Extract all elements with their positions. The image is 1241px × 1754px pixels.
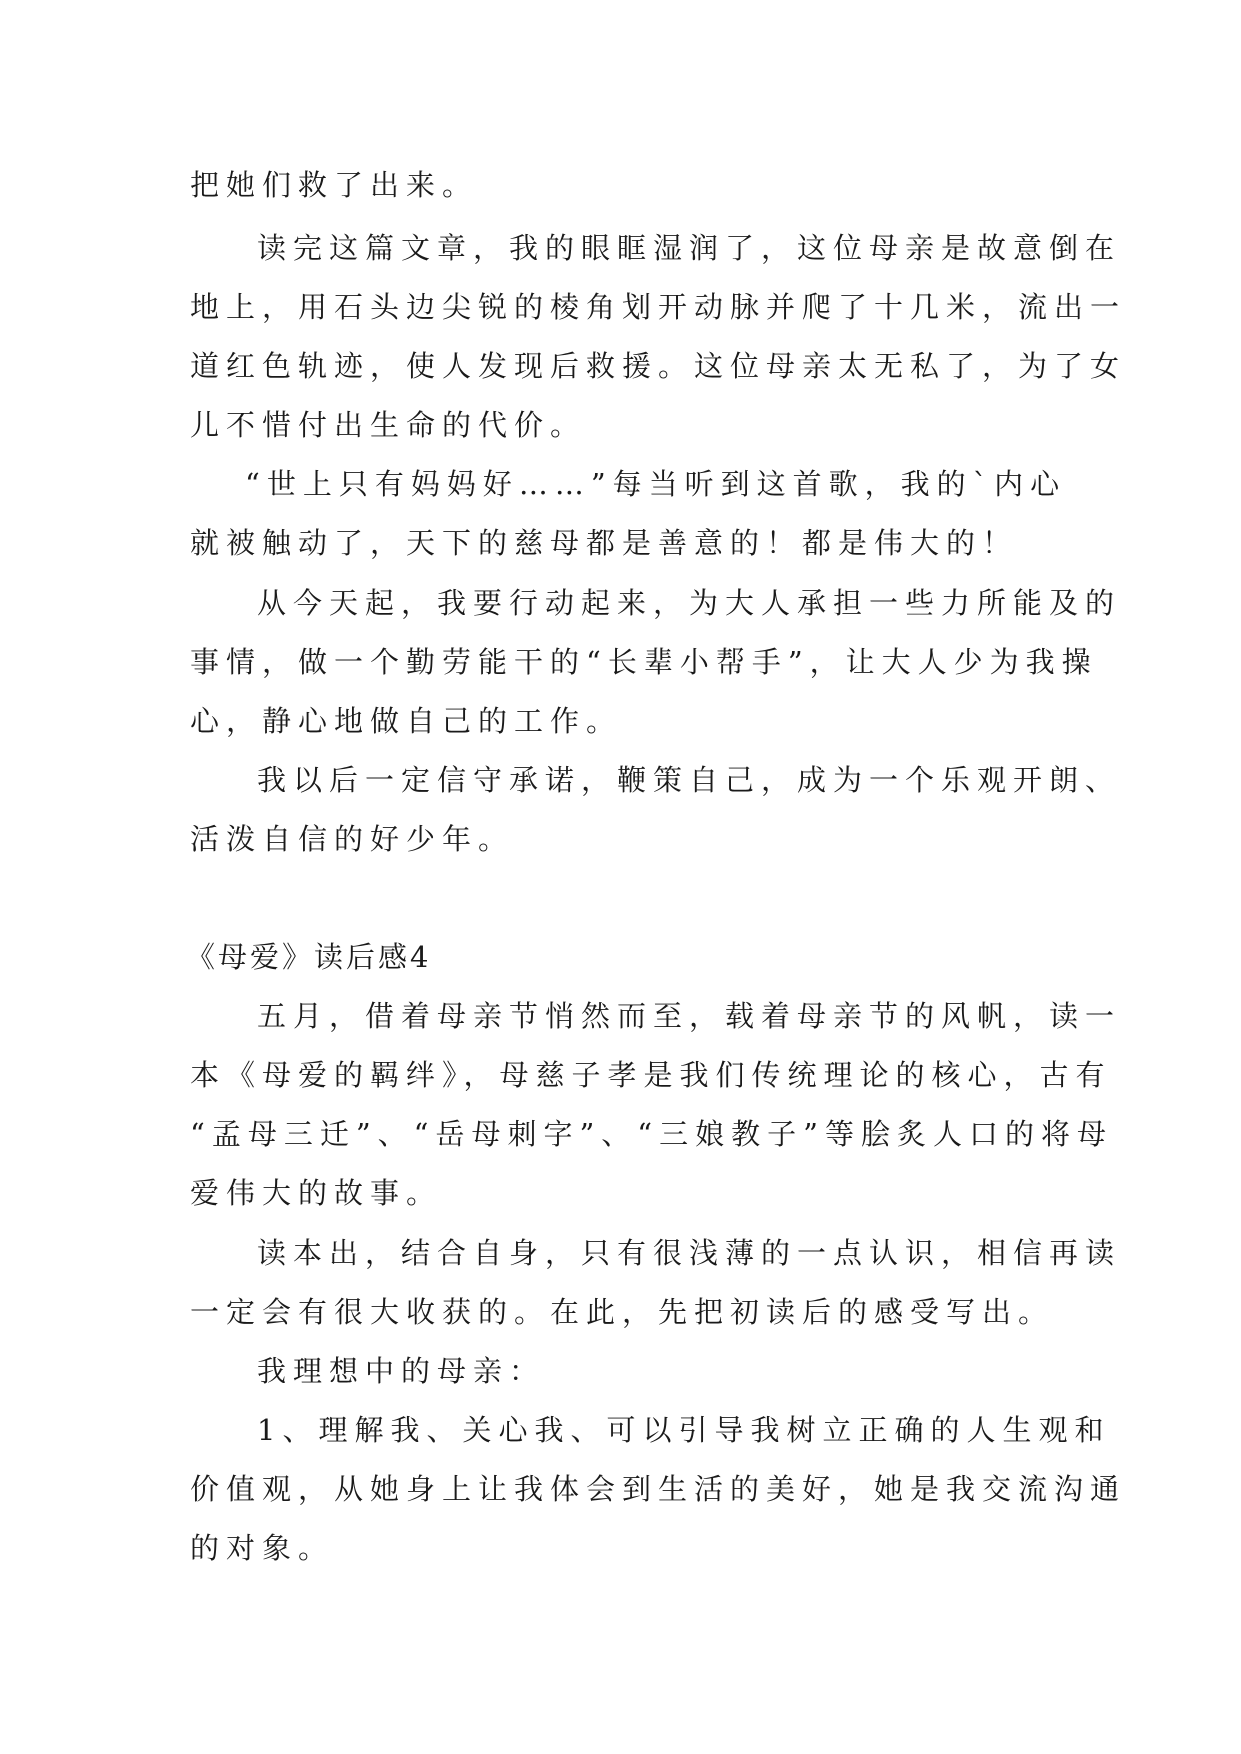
text-line: 本《母爱的羁绊》，母慈子孝是我们传统理论的核心，古有 bbox=[190, 1058, 1112, 1092]
text-line: “孟母三迁”、“岳母刺字”、“三娘教子”等脍炙人口的将母 bbox=[190, 1117, 1113, 1151]
paragraph-start-line: 我理想中的母亲： bbox=[257, 1354, 546, 1388]
text-line: 儿不惜付出生命的代价。 bbox=[190, 408, 587, 442]
paragraph-start-line: 读本出，结合自身，只有很浅薄的一点认识，相信再读 bbox=[257, 1236, 1122, 1270]
text-line: 道红色轨迹，使人发现后救援。这位母亲太无私了，为了女 bbox=[190, 349, 1127, 383]
text-line: 价值观，从她身上让我体会到生活的美好，她是我交流沟通 bbox=[190, 1472, 1127, 1506]
text-line: 把她们救了出来。 bbox=[190, 168, 479, 202]
text-line: 活泼自信的好少年。 bbox=[190, 822, 515, 856]
paragraph-start-line: 读完这篇文章，我的眼眶湿润了，这位母亲是故意倒在 bbox=[257, 231, 1122, 265]
text-line: 事情，做一个勤劳能干的“长辈小帮手”，让大人少为我操 bbox=[190, 645, 1098, 679]
paragraph-start-line: 从今天起，我要行动起来，为大人承担一些力所能及的 bbox=[257, 586, 1122, 620]
text-line: 心，静心地做自己的工作。 bbox=[190, 704, 623, 738]
text-line: 的对象。 bbox=[190, 1531, 335, 1565]
text-line: 就被触动了，天下的慈母都是善意的！都是伟大的！ bbox=[190, 526, 1019, 560]
paragraph-start-line: 我以后一定信守承诺，鞭策自己，成为一个乐观开朗、 bbox=[257, 763, 1122, 797]
text-line: 一定会有很大收获的。在此，先把初读后的感受写出。 bbox=[190, 1295, 1055, 1329]
paragraph-start-line: “世上只有妈妈好……”每当听到这首歌，我的`内心 bbox=[245, 467, 1067, 501]
text-line: 爱伟大的故事。 bbox=[190, 1176, 443, 1210]
paragraph-start-line: 五月，借着母亲节悄然而至，载着母亲节的风帆，读一 bbox=[257, 999, 1122, 1033]
section-heading: 《母爱》读后感4 bbox=[186, 940, 432, 974]
paragraph-start-line: 1、理解我、关心我、可以引导我树立正确的人生观和 bbox=[257, 1413, 1111, 1447]
text-line: 地上，用石头边尖锐的棱角划开动脉并爬了十几米，流出一 bbox=[190, 290, 1127, 324]
